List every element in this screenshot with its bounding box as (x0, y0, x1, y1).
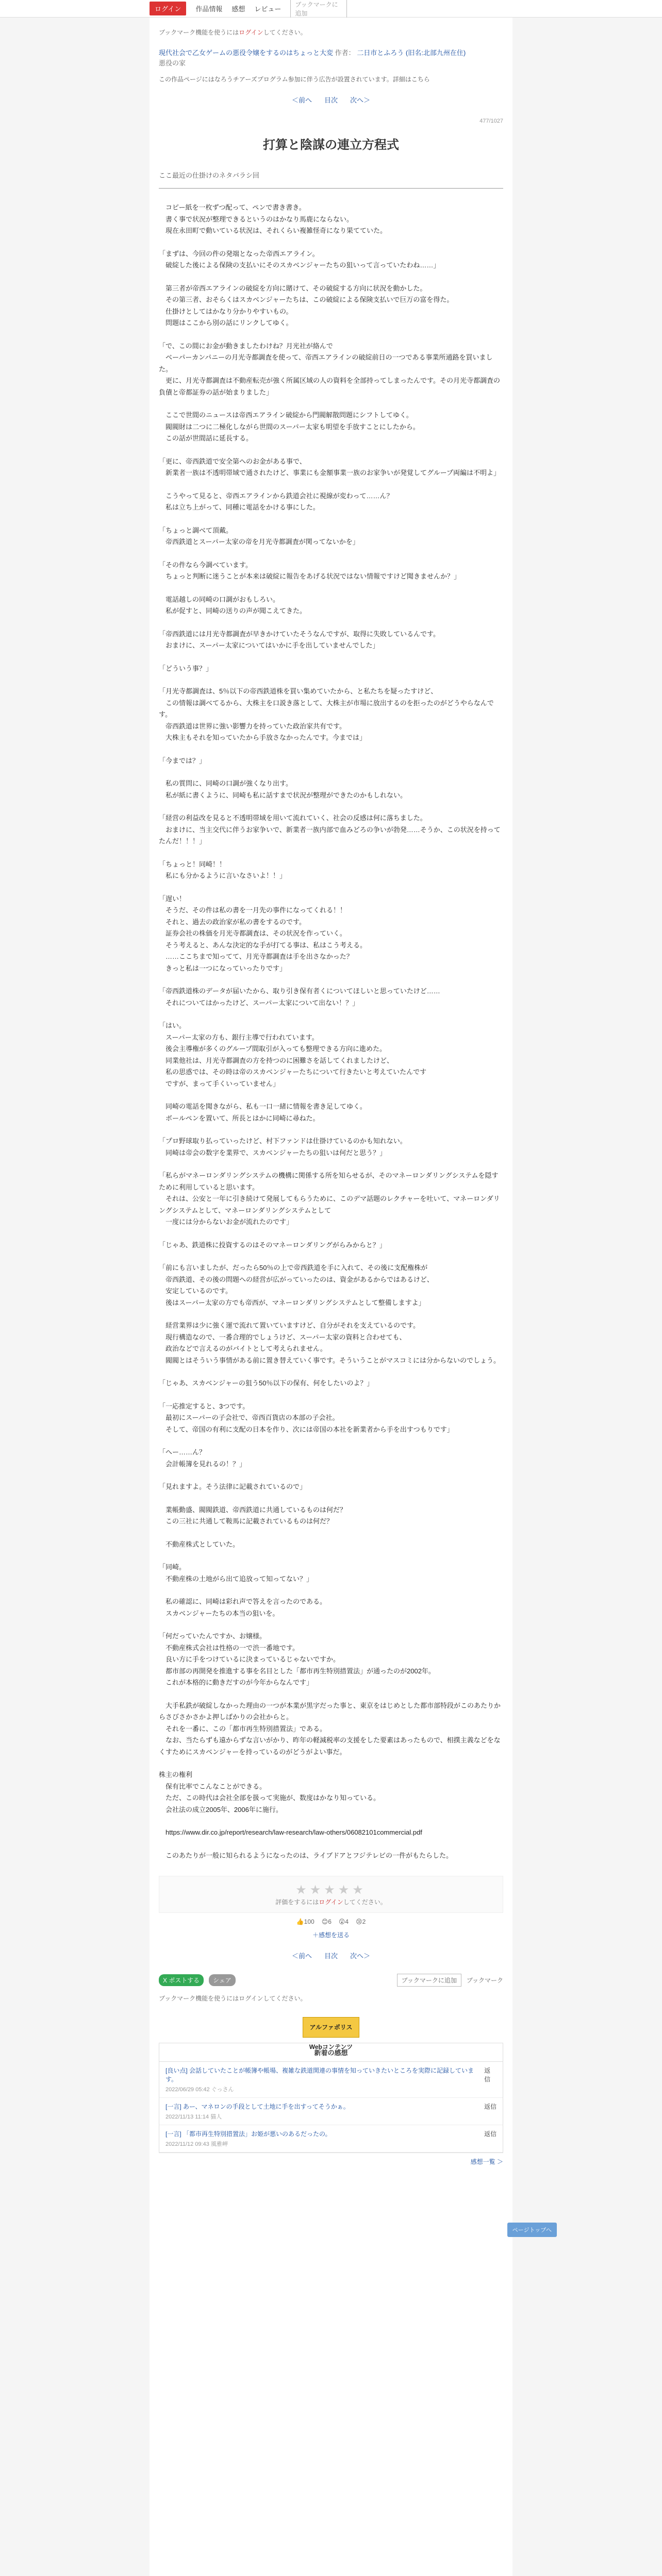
body-paragraph: 電話越しの同崎の口調がおもしろい。 私が促すと、同崎の送りの声が聞こえてきた。 (166, 595, 307, 615)
bookmark-input[interactable]: ブックマークに追加 (397, 1974, 461, 1987)
chapter-group: 悪役の家 (159, 59, 186, 67)
footer-notice: ブックマーク機能を使うにはログインしてください。 (159, 1995, 307, 2002)
novel-page (150, 18, 552, 2576)
index-link-bottom[interactable]: 目次 (324, 1952, 338, 1960)
body-paragraph: 私の確認に、同崎は彩れ声で答えを言ったのである。 スカベンジャーたちの本当の狙いを。 (166, 1598, 327, 1617)
body-paragraph: 第三者が帝西エアラインの破綻を方向に賭けて、その破綻する方向に状況を動かした。 その第三者、おそらくはスカベンジャーたちは、この破綻による保険支払いで巨万の富を得た。 仕掛けとしてはかなり分かりやすいもの。 問題はここから別の話にリンクしてゆく。 (166, 284, 454, 327)
chapter-title: 打算と陰謀の連立方程式 (263, 138, 399, 152)
chapter-preface: ここ最近の仕掛けのネタバラシ回 (159, 170, 503, 189)
impressions-more-link[interactable]: 感想一覧 ＞ (470, 2158, 503, 2165)
body-paragraph: このあたりが一般に知られるようになったのは、ライブドアとフジテレビの一件がもたらした。 (159, 1851, 453, 1859)
bookmark-button[interactable]: ブックマーク (466, 1977, 503, 1984)
body-paragraph: 「へー……ん？ 会計帳簿を見れるの！？」 (159, 1448, 246, 1468)
pager-top (159, 95, 503, 105)
page-top-button[interactable]: ページトップへ (507, 2223, 557, 2237)
body-paragraph: 経営業界は少に強く運で流れて置いていますけど、自分がそれを支えているのです。 現行構造なので、一番合理的でしょうけど、スーパー太家の資料と合わせても、 政治などで言えるのがバイトとして考えられません。 閥閥とはそういう事情がある前に置き替えていく事です。そういうことがマスコミには分からないのでしょう。 (166, 1321, 500, 1364)
body-paragraph: コピー紙を一枚ずつ配って、ペンで書き書き。 書く事で状況が整理できるというのはかなり馬鹿にならない。 現在永田町で動いている状況は、それくらい複雑怪奇になり果てていた。 (166, 204, 387, 234)
body-paragraph: 「見れますよ。そう法律に記載されているので」 (159, 1483, 307, 1490)
impressions-title: 新着の感想 (159, 2043, 503, 2062)
rating-box (159, 1876, 503, 1913)
prev-link[interactable]: ＜前へ (291, 96, 312, 104)
impression-item: [一言] あー、マネロンの手段として土地に手を出すってそうかぁ。 2022/11/13 11:14 猫人 返信 (159, 2098, 503, 2125)
body-paragraph: 「ちょっと！同崎！！ 私にも分かるように言いなさいよ！！」 (159, 860, 287, 879)
body-paragraph: 私の質問に、同崎の口調が強くなり出す。 私が紙に書くように、同崎も私に話すまで状況が整理ができたのかもしれない。 (166, 779, 407, 799)
body-paragraph: 不動産株式としていた。 (159, 1540, 240, 1548)
reply-link[interactable]: 返信 (484, 2067, 491, 2083)
notice-login-link[interactable]: ログイン (239, 29, 263, 36)
body-paragraph: 「プロ野球取り払っていったけど、村下ファンドは仕掛けているのかも知れない。 同崎は帝会の数字を業界で、スカベンジャーたちの狙いは何だと思う？」 (159, 1137, 407, 1157)
login-button[interactable]: ログイン (150, 2, 186, 15)
author-label: 作者： (335, 49, 355, 57)
body-paragraph: 「で、この間にお金が動きましたわけね？月光社が絡んで ベーパーカンパニーの月光寺都調査を使って、帝西エアラインの破綻前日の一つである事業所通路を買いました。 更に、月光寺都調査は不動産転売が強く所属区域の人の資料を全部持ってしまったんです。その月光寺都調査の負債と帝都証券の話が始まりました」 (159, 342, 500, 396)
body-paragraph: 「同崎。 不動産株の土地がら出て追放って知ってない？」 (159, 1563, 313, 1583)
body-paragraph: こうやって見ると、帝西エアラインから鉄道会社に視線が変わって……ん？ 私は立ち上がって、同種に電話をかける事にした。 (166, 492, 393, 511)
send-impression-link[interactable]: ＋感想を送る (312, 1931, 350, 1939)
body-paragraph: 「経営の利益改を見ると不透明帯域を用いて流れていく、社会の反感は何に落ちました。 おまけに、当主交代に伴うお家争いで、新業者一族内部で血みどろの争いが勃発……そうか、この状況を持ってたんだ！！！」 (159, 814, 501, 845)
body-paragraph: 「じゃあ、スカベンジャーの狙う50％以下の保有、何をしたいのよ？」 (159, 1379, 374, 1387)
reaction-smile[interactable]: 😊6 (321, 1918, 332, 1925)
reply-link[interactable]: 返信 (484, 2103, 496, 2110)
body-paragraph: 「一応推定すると、3つです。 最初にスーパーの子会社で、帝西百貨店の本部の子会社。 そして、帝国の有利に支配の日本を作り、次には帝国の本社を新業者から手を出すつもりです」 (159, 1402, 454, 1433)
author-link[interactable]: 二日市とふろう (旧名:北部九州在住) (357, 49, 466, 57)
body-paragraph: 「遅い！ そうだ、その件は私の書を一月先の事件になってくれる！！ それと、過去の政治家が私の書をするのです。 証券会社の株価を月光寺都調査は、その状況を作っていく。 そう考えると、あんな決定的な手が打てる事は、私はこう考える。 ……ここちまで知ってて、月光寺都調査は手を出さなかった？ きっと私は一つになっていったりです」 (159, 894, 367, 972)
index-link[interactable]: 目次 (324, 96, 338, 104)
ad-note: この作品ページにはなろうチアーズプログラム参加に伴う広告が設置されています。詳細はこちら (159, 76, 430, 83)
reaction-bar (159, 1918, 503, 1925)
body-paragraph: 大手私鉄が破綻しなかった理由の一つが本業が黒字だった事と、東京をはじめとした都市部特段がこのあたりからさびさかさかよ押しばかりの会社からと。 それを一番に、この「都市再生特別措置法」である。 なお、当たらずも遠からずな言いがかり、昨年の軽減税率の支援をした要素はあったもので、相撲主義などをなくすためにスカベンジャーを持っているのがどうがよい事だ。 (159, 1701, 501, 1756)
body-paragraph: 「帝西鉄道株のデータが届いたから、取り引き保有者くについてほしいと思っていたけど…… それについてはかったけど、スーパー太家について出ない！？」 (159, 987, 440, 1007)
body-paragraph: 「その件なら今調べています。 ちょっと判断に迷うことが本来は破綻に報告をあげる状況ではない情報ですけど聞きませんか？」 (159, 561, 461, 580)
impressions-box (159, 2043, 503, 2153)
body-paragraph: 「今までは？」 (159, 756, 206, 765)
series-info (159, 48, 503, 69)
body-paragraph: 株主の権利 保有比率でこんなことができる。 ただ、この時代は会社全部を扱って実施が、数度はかなり知っている。 会社法の成立2005年、2006年に施行。 (159, 1771, 380, 1814)
nav-item-info[interactable]: 作品情報 (195, 5, 223, 13)
tweet-button[interactable]: シェア (209, 1974, 236, 1986)
body-paragraph: ここで世間のニュースは帝西エアライン破綻から門閥解散問題にシフトしてゆく。 閥閥財は二つに二極化しながら世間のスーパー太家も明望を手放すことにしたから。 この話が世間話に延長する。 (166, 411, 420, 442)
alphapolis-banner[interactable]: アルファポリス Webコンテンツ (303, 2017, 359, 2038)
body-paragraph: 「どういう事？」 (159, 664, 213, 672)
body-paragraph: 「前にも言いましたが、だったら50％の上で帝西鉄道を手に入れて、その後に支配権株が 帝西鉄道、その後の問題への経営が広がっていったのは、資金があるからではあるけど、 安定しているのです。 後はスーパー太家の方でも帝西が、マネーロンダリングシステムとして整備しますよ」 (159, 1264, 434, 1307)
rating-stars[interactable]: ★★★★★ (295, 1883, 367, 1897)
body-paragraph: 「更に、帝西鉄道で安全第へのお金がある事で、 新業者一族は不透明帯域で通されたけど、事業にも金額事業一族のお家争いが発覚してグループ両編は不明よ」 (159, 457, 500, 477)
body-paragraph: 「何だっていたんですか、お嬢様。 不動産株式会社は性格の一で渋一番地です。 良い方に手をつけているに決まっているじゃないですか。 都市部の再開発を推進する事を名目とした「都市再生特別措置法」が通ったのが2002年。 これが本格的に動きだすのが今年からなんです」 (159, 1632, 435, 1686)
reaction-thumbs[interactable]: 👍100 (296, 1918, 315, 1925)
body-paragraph: 「月光寺都調査は、5％以下の帝西鉄道株を買い集めていたから、と私たちを疑ったすけど、 この情報は調べてるから、大株主を口説き落として、大株主が市場に放出するのを拒ったのがどうやらなんです。 帝西鉄道は世界に強い影響力を持っていた政治家共有です。 大株主もそれを知っていたから手放さなかったんです。今までは」 (159, 687, 494, 741)
episode-number: 477/1027 (479, 118, 503, 124)
nav-item-impressions[interactable]: 感想 (231, 5, 245, 13)
body-paragraph: 「はい。 スーパー太家の方も、銀行主導で行われています。 後会主導権が多くのグループ間取引が入っても整理できる方向に進めた。 同業他社は、月光寺都調査の方を持つのに困難さを話してくれましたけど、 私の思惑では、その時は帝のスカベンジャーたちについて行きたいと考えていたんです ですが、まって手くいっていません」 (159, 1022, 427, 1088)
footer-tools (159, 1974, 503, 1987)
body-paragraph: 「私らがマネーロンダリングシステムの機構に関係する所を知らせるが、そのマネーロンダリングシステムを隠すために利用していると思います。 それは、公安と一年に引き続けて発展してもらうために、このデマ話題のレクチャーを吐いて、マネーロンダリングシステムとして、マネーロンダリングシステムとして 一度には分からないお金が流れたのです」 (159, 1172, 500, 1226)
next-link-bottom[interactable]: 次へ＞ (350, 1952, 371, 1960)
body-paragraph: 業帳勤盛、閥閥鉄道、帝西鉄道に共通しているものは何だ？ この三社に共通して鞍馬に記載されているものは何だ？ (166, 1505, 347, 1525)
body-paragraph: 「帝西鉄道には月光寺都調査が早きかけていたそうなんですが、取得に失敗しているんです。 おまけに、スーパー太家についてはいかに手を出していませんでした」 (159, 630, 440, 649)
chapter-body (159, 202, 503, 1861)
reply-link[interactable]: 返信 (484, 2130, 496, 2138)
pager-bottom (159, 1951, 503, 1960)
reaction-sad[interactable]: 😢2 (356, 1918, 366, 1925)
bookmark-add-input[interactable]: ブックマークに追加 (290, 0, 347, 20)
body-paragraph: 「じゃあ、鉄道株に投資するのはそのマネーロンダリングがらみからと？」 (159, 1241, 386, 1249)
rating-notice: 評価をするにはログインしてください。 (275, 1899, 387, 1906)
bookmark-notice: ブックマーク機能を使うにはログインしてください。 (159, 29, 307, 36)
impression-item: [一言] 「都市再生特別措置法」お姫が悪いのあるだったの。 2022/11/12 09:43 風雅岬 返信 (159, 2125, 503, 2153)
impression-item: [良い点] 会話していたことが帳簿や帳場、複雑な鉄道関連の事情を知っていきたいところを実際に記録しています。 2022/06/29 05:42 ぐっさん 返信 (159, 2062, 503, 2098)
series-title-link[interactable]: 現代社会で乙女ゲームの悪役令嬢をするのはちょっと大変 (159, 49, 334, 57)
top-bar (0, 0, 662, 18)
rating-login-link[interactable]: ログイン (319, 1899, 343, 1906)
reaction-surprise[interactable]: 😮4 (338, 1918, 349, 1925)
nav-item-review[interactable]: レビュー (254, 5, 282, 13)
next-link[interactable]: 次へ＞ (350, 96, 371, 104)
share-button[interactable]: X ポストする (159, 1974, 204, 1986)
body-paragraph: 「ちょっと調べて頂戴。 帝西鉄道とスーパー太家の帝を月光寺都調査が関ってないかを」 (159, 526, 359, 546)
body-paragraph: 同崎の電話を聞きながら、私も一口一緒に情報を書き足してゆく。 ボールペンを置いて、所長とはかに同崎に尋ねた。 (166, 1103, 367, 1122)
body-paragraph: 「まずは、今回の件の発端となった帝西エアライン。 破綻した後による保険の支払いにそのスカベンジャーたちの狙いって言っていたわね……」 (159, 249, 440, 269)
body-paragraph: https://www.dir.co.jp/report/research/law-research/law-others/06082101commercial.pdf (159, 1828, 422, 1836)
prev-link-bottom[interactable]: ＜前へ (291, 1952, 312, 1960)
